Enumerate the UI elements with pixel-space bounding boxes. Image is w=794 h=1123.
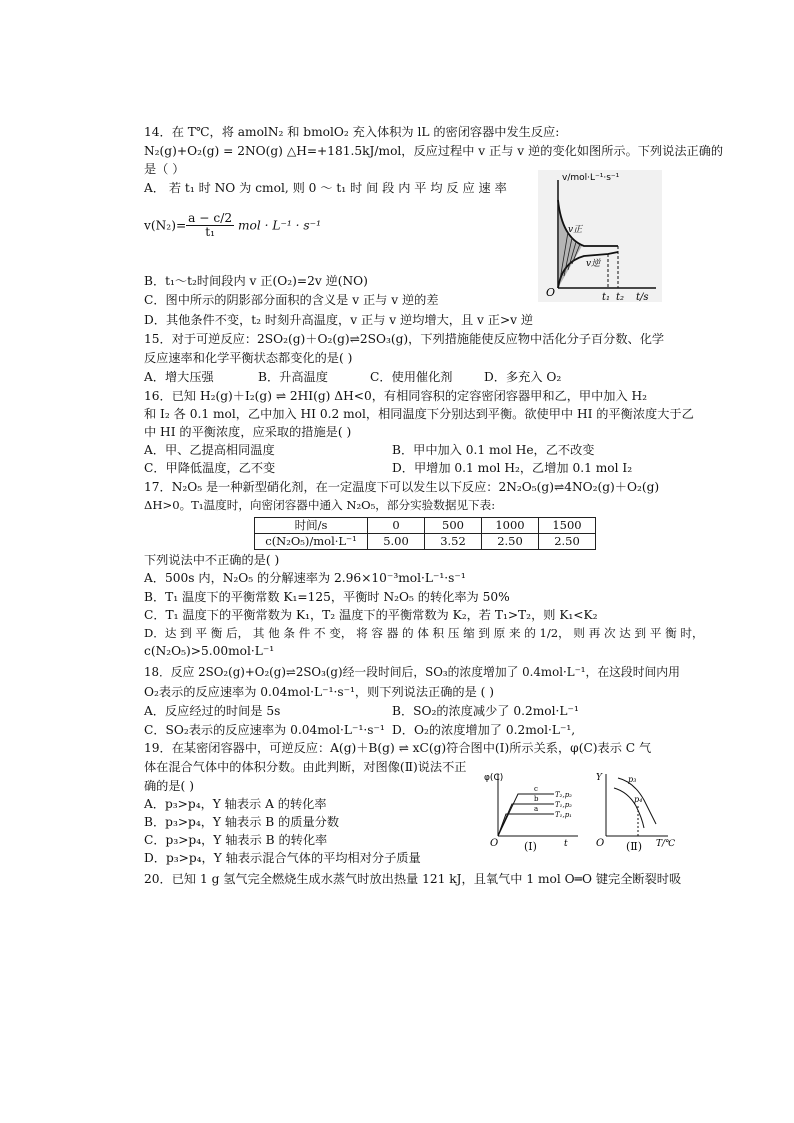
q14-rate-fraction [186,212,234,240]
q19-fig1-xlabel: t [564,839,568,849]
q19-option-a: A．p₃>p₄，Y 轴表示 A 的转化率 [144,797,327,811]
q19-stem-line3: 确的是( ) [144,779,194,793]
table-cell: 2.50 [482,534,539,550]
q18-option-b: B．SO₂的浓度减少了 0.2mol·L⁻¹ [392,704,579,718]
q15-option-d: D．多充入 O₂ [484,370,562,384]
q19-fig1-label-b: T₁,p₂ [555,801,572,809]
q15-option-b: B．升高温度 [258,370,328,384]
q14-graph-t1: t₁ [602,292,611,302]
q14-option-b: B．t₁～t₂时间段内 v 正(O₂)=2v 逆(NO) [144,274,368,288]
q19-fig2-origin: O [596,838,605,849]
q19-fig1-caption: (Ⅰ) [524,840,537,853]
q16-stem-line3: 中 HI 的平衡浓度，应采取的措施是( ) [144,425,352,439]
q14-graph-xlabel: t/s [636,292,649,302]
q17-stem-line3: 下列说法中不正确的是( ) [144,553,280,567]
q18-option-d: D．O₂的浓度增加了 0.2mol·L⁻¹, [392,723,576,737]
q19-stem-line1: 19．在某密闭容器中，可逆反应：A(g)＋B(g) ⇌ xC(g)符合图中(Ⅰ)所示关系，φ(C)表示 C 气 [144,741,652,755]
q17-stem-line1: 17．N₂O₅ 是一种新型硝化剂，在一定温度下可以发生以下反应：2N₂O₅(g)⇌4NO₂(g)＋O₂(g) [144,480,660,494]
q14-stem-line3: 是（ ） [144,162,185,176]
q19-fig1-label-a: T₁,p₁ [555,811,572,819]
q14-stem-line1: 14．在 T℃，将 amolN₂ 和 bmolO₂ 充入体积为 lL 的密闭容器中发生反应: [144,125,560,139]
q17-option-b: B．T₁ 温度下的平衡常数 K₁=125，平衡时 N₂O₅ 的转化率为 50% [144,590,510,604]
q14-graph-ylabel: v/mol·L⁻¹·s⁻¹ [562,173,620,183]
q19-option-c: C．p₃>p₄，Y 轴表示 B 的转化率 [144,833,328,847]
q18-stem-line2: O₂表示的反应速率为 0.04mol·L⁻¹·s⁻¹，则下列说法正确的是 ( ) [144,685,495,699]
q15-stem-line1: 15．对于可逆反应：2SO₂(g)＋O₂(g)⇌2SO₃(g)，下列措施能使反应物中活化分子百分数、化学 [144,332,665,346]
q16-option-a: A．甲、乙提高相同温度 [144,443,275,457]
q18-option-a: A．反应经过的时间是 5s [144,704,281,718]
q14-option-d: D．其他条件不变，t₂ 时刻升高温度，v 正与 v 逆均增大，且 v 正>v 逆 [144,313,534,327]
q14-graph-vpos-label: v正 [568,225,583,235]
table-cell: 3.52 [425,534,482,550]
q19-stem-line2: 体在混合气体中的体积分数。由此判断，对图像(Ⅱ)说法不正 [144,760,467,774]
q18-option-c: C．SO₂表示的反应速率为 0.04mol·L⁻¹·s⁻¹ [144,723,385,737]
q16-option-d: D．甲增加 0.1 mol H₂，乙增加 0.1 mol I₂ [392,461,633,475]
table-header-cell: 500 [425,518,482,534]
q17-option-c: C．T₁ 温度下的平衡常数为 K₁，T₂ 温度下的平衡常数为 K₂，若 T₁>T₂，则 K₁<K₂ [144,608,598,622]
q17-option-d-line2: c(N₂O₅)>5.00mol·L⁻¹ [144,644,275,658]
q16-stem-line1: 16．已知 H₂(g)＋I₂(g) ⇌ 2HI(g) ΔH<0，有相同容积的定容密闭容器甲和乙，甲中加入 H₂ [144,389,648,403]
q14-rate-unit: mol · L⁻¹ · s⁻¹ [237,218,321,233]
q17-data-table [254,517,596,550]
q19-fig2-p4: p₄ [634,795,643,804]
q14-rate-lhs: v(N₂)= [144,218,187,233]
table-header-cell: 0 [368,518,425,534]
q14-rate-time-graph [538,170,662,302]
q16-stem-line2: 和 I₂ 各 0.1 mol，乙中加入 HI 0.2 mol，相同温度下分别达到平衡。欲使甲中 HI 的平衡浓度大于乙 [144,407,694,421]
q14-graph-origin: O [546,286,556,299]
table-header-cell: 1500 [539,518,596,534]
table-cell: 2.50 [539,534,596,550]
q15-option-c: C．使用催化剂 [370,370,453,384]
table-header-cell: 1000 [482,518,539,534]
q14-rate-numerator: a − c/2 [188,211,233,225]
q19-figure-2 [594,770,678,850]
q19-fig2-caption: (Ⅱ) [626,840,643,853]
q19-fig1-b: b [534,795,539,803]
q19-fig2-p3: p₃ [628,775,637,784]
q18-stem-line1: 18．反应 2SO₂(g)+O₂(g)⇌2SO₃(g)经一段时间后，SO₃的浓度增加了 0.4mol·L⁻¹，在这段时间内用 [144,665,680,679]
q19-figure-1 [482,770,582,850]
q14-option-c: C．图中所示的阴影部分面积的含义是 v 正与 v 逆的差 [144,293,439,307]
table-cell: 5.00 [368,534,425,550]
q19-option-b: B．p₃>p₄，Y 轴表示 B 的质量分数 [144,815,340,829]
q19-fig1-origin: O [490,838,499,849]
q16-option-b: B．甲中加入 0.1 mol He，乙不改变 [392,443,595,457]
table-row [255,518,596,534]
table-cell: c(N₂O₅)/mol·L⁻¹ [255,534,368,550]
q19-option-d: D．p₃>p₄，Y 轴表示混合气体的平均相对分子质量 [144,851,421,865]
q17-option-a: A．500s 内，N₂O₅ 的分解速率为 2.96×10⁻³mol·L⁻¹·s⁻¹ [144,571,466,585]
table-header-cell: 时间/s [255,518,368,534]
q19-fig1-label-c: T₂,p₂ [555,791,572,799]
q19-fig1-ylabel: φ(C) [484,773,504,783]
q19-fig2-ylabel: Y [596,773,602,783]
q19-fig1-a: a [534,805,539,813]
q20-stem-line1: 20．已知 1 g 氢气完全燃烧生成水蒸气时放出热量 121 kJ，且氧气中 1 mol O═O 键完全断裂时吸 [144,872,682,886]
q15-option-a: A．增大压强 [144,370,214,384]
q14-graph-vneg-label: v逆 [586,259,601,269]
q14-rate-denominator: t₁ [205,225,216,240]
q14-option-a-formula [144,212,321,240]
q15-stem-line2: 反应速率和化学平衡状态都变化的是( ) [144,351,353,365]
q14-stem-line2: N₂(g)+O₂(g) = 2NO(g) △H=+181.5kJ/mol，反应过程中 v 正与 v 逆的变化如图所示。下列说法正确的 [144,144,724,158]
q19-fig1-c: c [534,785,538,793]
q14-option-a-line1: A． 若 t₁ 时 NO 为 cmol, 则 0 ～ t₁ 时 间 段 内 平 均 反 应 速 率 [144,181,507,195]
q17-stem-line2: ΔH>0。T₁温度时，向密闭容器中通入 N₂O₅，部分实验数据见下表: [144,498,496,512]
q16-option-c: C．甲降低温度，乙不变 [144,461,276,475]
q19-fig2-xlabel: T/℃ [656,839,676,849]
q17-option-d-line1: D．达 到 平 衡 后， 其 他 条 件 不 变， 将 容 器 的 体 积 压 缩 到 原 来 的 1/2， 则 再 次 达 到 平 衡 时， [144,626,704,640]
q14-graph-t2: t₂ [616,292,625,302]
table-row [255,534,596,550]
